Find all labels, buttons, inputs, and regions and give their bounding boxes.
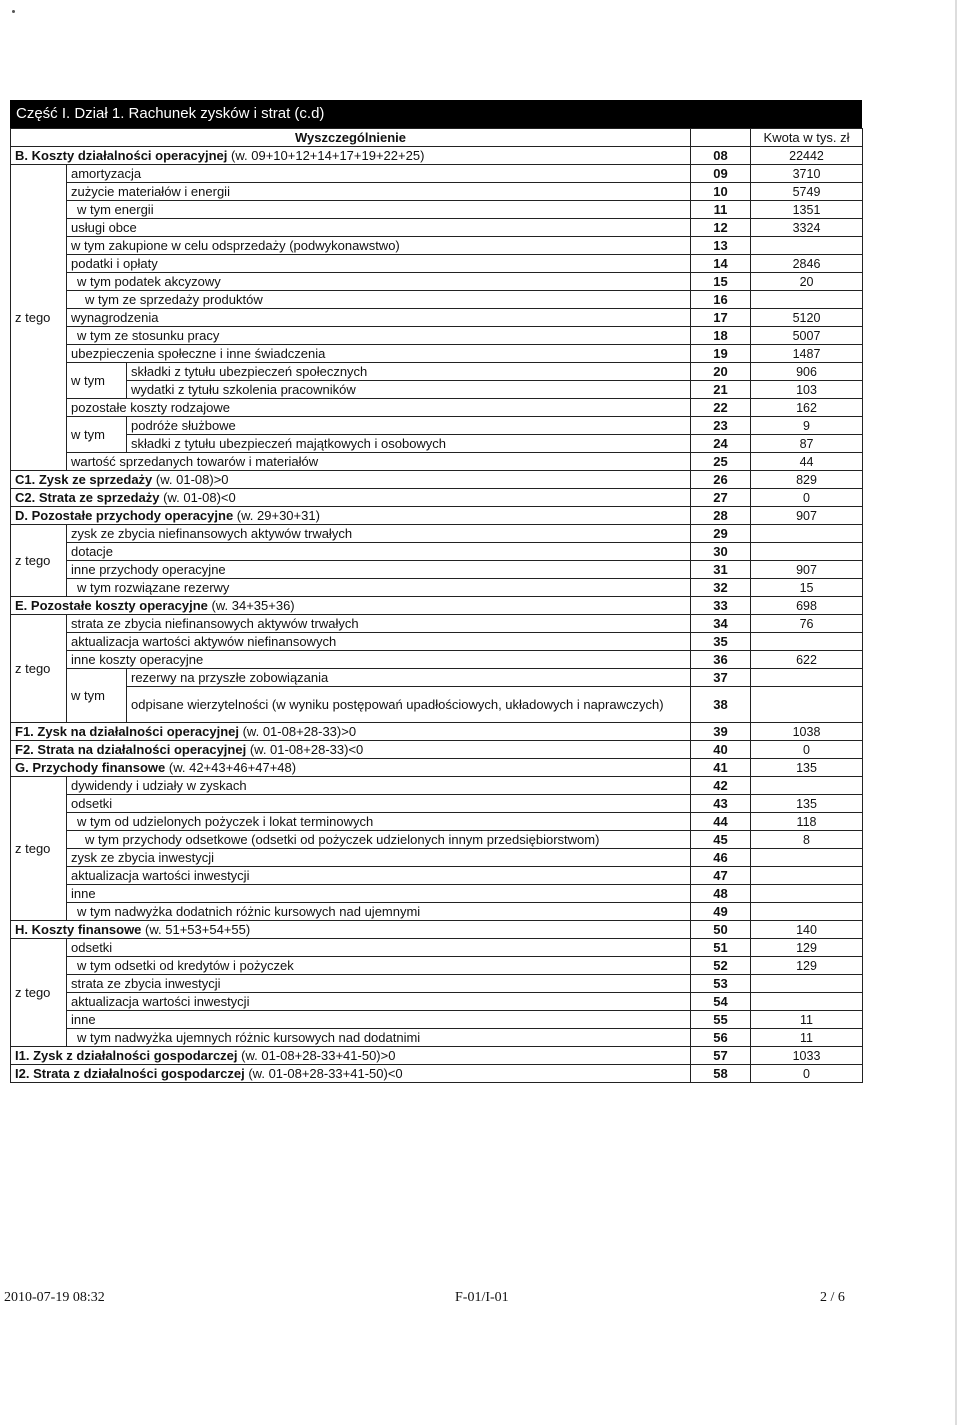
row-number: 41 bbox=[691, 759, 751, 777]
income-statement-table bbox=[10, 128, 863, 1083]
row-amount: 3710 bbox=[751, 165, 863, 183]
row-amount: 1038 bbox=[751, 723, 863, 741]
table-row bbox=[11, 669, 863, 687]
section-formula: (w. 01-08)<0 bbox=[159, 489, 236, 505]
table-row bbox=[11, 993, 863, 1011]
row-number: 46 bbox=[691, 849, 751, 867]
row-label bbox=[11, 597, 691, 615]
table-row bbox=[11, 939, 863, 957]
w-tym-label: w tym bbox=[67, 669, 127, 723]
row-number: 08 bbox=[691, 147, 751, 165]
table-header-row bbox=[11, 129, 863, 147]
table-row bbox=[11, 255, 863, 273]
row-label: amortyzacja bbox=[67, 165, 691, 183]
page-footer bbox=[0, 1290, 960, 1314]
row-number: 14 bbox=[691, 255, 751, 273]
table-row bbox=[11, 957, 863, 975]
row-amount: 829 bbox=[751, 471, 863, 489]
row-label: składki z tytułu ubezpieczeń społecznych bbox=[127, 363, 691, 381]
table-row bbox=[11, 615, 863, 633]
row-number: 24 bbox=[691, 435, 751, 453]
row-number: 53 bbox=[691, 975, 751, 993]
section-label: H. Koszty finansowe bbox=[15, 921, 142, 937]
row-label: odsetki bbox=[67, 795, 691, 813]
z-tego-label: z tego bbox=[11, 777, 67, 921]
row-amount: 907 bbox=[751, 561, 863, 579]
row-number: 50 bbox=[691, 921, 751, 939]
row-label: zużycie materiałów i energii bbox=[67, 183, 691, 201]
section-label: C2. Strata ze sprzedaży bbox=[15, 489, 160, 505]
row-label: pozostałe koszty rodzajowe bbox=[67, 399, 691, 417]
row-amount: 5749 bbox=[751, 183, 863, 201]
row-amount: 5007 bbox=[751, 327, 863, 345]
table-row bbox=[11, 453, 863, 471]
row-number: 17 bbox=[691, 309, 751, 327]
table-row bbox=[11, 975, 863, 993]
row-number: 30 bbox=[691, 543, 751, 561]
table-row bbox=[11, 471, 863, 489]
section-formula: (w. 01-08+28-33+41-50)<0 bbox=[244, 1065, 403, 1081]
page-number: 2 / 6 bbox=[820, 1290, 845, 1305]
table-row bbox=[11, 381, 863, 399]
scan-speck bbox=[12, 10, 15, 13]
section-formula: (w. 01-08)>0 bbox=[152, 471, 229, 487]
z-tego-label: z tego bbox=[11, 939, 67, 1047]
row-number: 57 bbox=[691, 1047, 751, 1065]
row-label: w tym ze stosunku pracy bbox=[67, 327, 691, 345]
section-formula: (w. 29+30+31) bbox=[233, 507, 320, 523]
row-amount bbox=[751, 777, 863, 795]
row-label: aktualizacja wartości aktywów niefinansowych bbox=[67, 633, 691, 651]
row-number: 42 bbox=[691, 777, 751, 795]
table-row bbox=[11, 237, 863, 255]
row-number: 28 bbox=[691, 507, 751, 525]
row-number: 25 bbox=[691, 453, 751, 471]
z-tego-label: z tego bbox=[11, 525, 67, 597]
table-row bbox=[11, 579, 863, 597]
row-amount: 20 bbox=[751, 273, 863, 291]
row-amount bbox=[751, 543, 863, 561]
row-label: odpisane wierzytelności (w wyniku postępowań upadłościowych, układowych i naprawczych) bbox=[127, 687, 691, 723]
row-number: 44 bbox=[691, 813, 751, 831]
table-row bbox=[11, 201, 863, 219]
row-label: usługi obce bbox=[67, 219, 691, 237]
row-label: w tym ze sprzedaży produktów bbox=[67, 291, 691, 309]
table-row bbox=[11, 525, 863, 543]
table-row bbox=[11, 597, 863, 615]
table-row bbox=[11, 507, 863, 525]
row-label bbox=[11, 723, 691, 741]
section-formula: (w. 01-08+28-33)<0 bbox=[246, 741, 364, 757]
section-label: I2. Strata z działalności gospodarczej bbox=[15, 1065, 245, 1081]
row-number: 56 bbox=[691, 1029, 751, 1047]
scan-edge bbox=[955, 0, 957, 1425]
row-amount: 15 bbox=[751, 579, 863, 597]
row-amount: 907 bbox=[751, 507, 863, 525]
row-number: 38 bbox=[691, 687, 751, 723]
section-label: F1. Zysk na działalności operacyjnej bbox=[15, 723, 239, 739]
row-number: 51 bbox=[691, 939, 751, 957]
row-label: rezerwy na przyszłe zobowiązania bbox=[127, 669, 691, 687]
row-label: w tym odsetki od kredytów i pożyczek bbox=[67, 957, 691, 975]
header-spacer bbox=[691, 129, 751, 147]
table-row bbox=[11, 435, 863, 453]
table-row bbox=[11, 273, 863, 291]
row-label: odsetki bbox=[67, 939, 691, 957]
row-number: 23 bbox=[691, 417, 751, 435]
table-row bbox=[11, 687, 863, 723]
row-number: 13 bbox=[691, 237, 751, 255]
row-label: aktualizacja wartości inwestycji bbox=[67, 993, 691, 1011]
row-label: dywidendy i udziały w zyskach bbox=[67, 777, 691, 795]
section-formula: (w. 51+53+54+55) bbox=[141, 921, 251, 937]
table-row bbox=[11, 723, 863, 741]
row-amount: 22442 bbox=[751, 147, 863, 165]
row-number: 34 bbox=[691, 615, 751, 633]
row-label: wynagrodzenia bbox=[67, 309, 691, 327]
row-label: zysk ze zbycia niefinansowych aktywów trwałych bbox=[67, 525, 691, 543]
table-row bbox=[11, 1029, 863, 1047]
row-label: w tym energii bbox=[67, 201, 691, 219]
row-number: 19 bbox=[691, 345, 751, 363]
row-number: 48 bbox=[691, 885, 751, 903]
section-label: C1. Zysk ze sprzedaży bbox=[15, 471, 153, 487]
row-amount: 1033 bbox=[751, 1047, 863, 1065]
row-label: ubezpieczenia społeczne i inne świadczenia bbox=[67, 345, 691, 363]
section-formula: (w. 34+35+36) bbox=[207, 597, 295, 613]
table-row bbox=[11, 921, 863, 939]
table-row bbox=[11, 489, 863, 507]
row-label bbox=[11, 1047, 691, 1065]
table-row bbox=[11, 849, 863, 867]
table-row bbox=[11, 309, 863, 327]
table-row bbox=[11, 543, 863, 561]
row-label: inne bbox=[67, 885, 691, 903]
row-amount: 118 bbox=[751, 813, 863, 831]
row-amount bbox=[751, 525, 863, 543]
row-number: 58 bbox=[691, 1065, 751, 1083]
row-amount: 1487 bbox=[751, 345, 863, 363]
row-number: 35 bbox=[691, 633, 751, 651]
row-number: 40 bbox=[691, 741, 751, 759]
row-number: 37 bbox=[691, 669, 751, 687]
row-number: 47 bbox=[691, 867, 751, 885]
row-amount bbox=[751, 669, 863, 687]
row-label: w tym rozwiązane rezerwy bbox=[67, 579, 691, 597]
table-row bbox=[11, 867, 863, 885]
z-tego-label: z tego bbox=[11, 165, 67, 471]
row-number: 31 bbox=[691, 561, 751, 579]
row-number: 49 bbox=[691, 903, 751, 921]
row-label: strata ze zbycia inwestycji bbox=[67, 975, 691, 993]
table-row bbox=[11, 795, 863, 813]
table-row bbox=[11, 183, 863, 201]
row-amount: 129 bbox=[751, 957, 863, 975]
row-label: składki z tytułu ubezpieczeń majątkowych i osobowych bbox=[127, 435, 691, 453]
table-row bbox=[11, 831, 863, 849]
table-row bbox=[11, 417, 863, 435]
row-label: w tym nadwyżka dodatnich różnic kursowych nad ujemnymi bbox=[67, 903, 691, 921]
row-label: aktualizacja wartości inwestycji bbox=[67, 867, 691, 885]
row-number: 45 bbox=[691, 831, 751, 849]
row-number: 29 bbox=[691, 525, 751, 543]
row-number: 43 bbox=[691, 795, 751, 813]
table-row bbox=[11, 759, 863, 777]
row-label: podatki i opłaty bbox=[67, 255, 691, 273]
section-title: Część I. Dział 1. Rachunek zysków i strat (c.d) bbox=[10, 100, 862, 128]
row-amount: 698 bbox=[751, 597, 863, 615]
header-amount: Kwota w tys. zł bbox=[751, 129, 863, 147]
table-row bbox=[11, 777, 863, 795]
row-number: 54 bbox=[691, 993, 751, 1011]
row-amount: 11 bbox=[751, 1029, 863, 1047]
table-row bbox=[11, 291, 863, 309]
section-label: E. Pozostałe koszty operacyjne bbox=[15, 597, 208, 613]
row-label: w tym zakupione w celu odsprzedaży (podwykonawstwo) bbox=[67, 237, 691, 255]
row-label: inne bbox=[67, 1011, 691, 1029]
table-row bbox=[11, 561, 863, 579]
section-label: F2. Strata na działalności operacyjnej bbox=[15, 741, 247, 757]
row-label bbox=[11, 921, 691, 939]
row-amount bbox=[751, 291, 863, 309]
row-label: strata ze zbycia niefinansowych aktywów trwałych bbox=[67, 615, 691, 633]
row-amount: 140 bbox=[751, 921, 863, 939]
row-number: 22 bbox=[691, 399, 751, 417]
row-amount: 622 bbox=[751, 651, 863, 669]
row-amount: 906 bbox=[751, 363, 863, 381]
row-amount bbox=[751, 633, 863, 651]
row-amount: 3324 bbox=[751, 219, 863, 237]
row-amount: 0 bbox=[751, 489, 863, 507]
header-description: Wyszczególnienie bbox=[11, 129, 691, 147]
row-amount: 44 bbox=[751, 453, 863, 471]
section-label: I1. Zysk z działalności gospodarczej bbox=[15, 1047, 238, 1063]
row-amount: 9 bbox=[751, 417, 863, 435]
section-formula: (w. 01-08+28-33+41-50)>0 bbox=[237, 1047, 396, 1063]
table-row bbox=[11, 633, 863, 651]
table-row bbox=[11, 885, 863, 903]
row-amount: 162 bbox=[751, 399, 863, 417]
table-row bbox=[11, 219, 863, 237]
section-label: B. Koszty działalności operacyjnej bbox=[15, 147, 228, 163]
row-number: 11 bbox=[691, 201, 751, 219]
row-number: 52 bbox=[691, 957, 751, 975]
section-label: G. Przychody finansowe bbox=[15, 759, 166, 775]
row-label: inne przychody operacyjne bbox=[67, 561, 691, 579]
table-row bbox=[11, 1011, 863, 1029]
table-row bbox=[11, 903, 863, 921]
form-code: F-01/I-01 bbox=[455, 1290, 509, 1305]
row-label: w tym od udzielonych pożyczek i lokat terminowych bbox=[67, 813, 691, 831]
table-body bbox=[11, 129, 863, 1083]
row-amount: 103 bbox=[751, 381, 863, 399]
table-row bbox=[11, 327, 863, 345]
row-number: 15 bbox=[691, 273, 751, 291]
row-label bbox=[11, 507, 691, 525]
row-label bbox=[11, 759, 691, 777]
w-tym-label: w tym bbox=[67, 363, 127, 399]
row-amount: 8 bbox=[751, 831, 863, 849]
print-datetime: 2010-07-19 08:32 bbox=[4, 1290, 105, 1305]
row-amount bbox=[751, 885, 863, 903]
row-number: 10 bbox=[691, 183, 751, 201]
table-row bbox=[11, 165, 863, 183]
row-amount bbox=[751, 993, 863, 1011]
row-label: w tym nadwyżka ujemnych różnic kursowych nad dodatnimi bbox=[67, 1029, 691, 1047]
row-number: 16 bbox=[691, 291, 751, 309]
row-label bbox=[11, 741, 691, 759]
row-amount bbox=[751, 903, 863, 921]
row-number: 09 bbox=[691, 165, 751, 183]
row-label bbox=[11, 489, 691, 507]
row-label: wartość sprzedanych towarów i materiałów bbox=[67, 453, 691, 471]
row-amount: 5120 bbox=[751, 309, 863, 327]
table-row bbox=[11, 651, 863, 669]
row-amount: 11 bbox=[751, 1011, 863, 1029]
table-row bbox=[11, 363, 863, 381]
row-number: 12 bbox=[691, 219, 751, 237]
row-number: 33 bbox=[691, 597, 751, 615]
table-row bbox=[11, 399, 863, 417]
row-amount: 0 bbox=[751, 741, 863, 759]
row-amount bbox=[751, 975, 863, 993]
row-number: 39 bbox=[691, 723, 751, 741]
z-tego-label: z tego bbox=[11, 615, 67, 723]
row-amount bbox=[751, 867, 863, 885]
table-row bbox=[11, 741, 863, 759]
row-number: 36 bbox=[691, 651, 751, 669]
row-label: podróże służbowe bbox=[127, 417, 691, 435]
row-amount bbox=[751, 849, 863, 867]
section-formula: (w. 01-08+28-33)>0 bbox=[238, 723, 357, 739]
row-number: 32 bbox=[691, 579, 751, 597]
section-formula: (w. 42+43+46+47+48) bbox=[165, 759, 297, 775]
table-row bbox=[11, 813, 863, 831]
row-number: 55 bbox=[691, 1011, 751, 1029]
row-amount: 135 bbox=[751, 759, 863, 777]
section-formula: (w. 09+10+12+14+17+19+22+25) bbox=[227, 147, 425, 163]
table-row bbox=[11, 345, 863, 363]
row-label bbox=[11, 1065, 691, 1083]
row-amount bbox=[751, 687, 863, 723]
row-amount: 129 bbox=[751, 939, 863, 957]
w-tym-label: w tym bbox=[67, 417, 127, 453]
row-amount: 0 bbox=[751, 1065, 863, 1083]
row-label: zysk ze zbycia inwestycji bbox=[67, 849, 691, 867]
row-amount: 1351 bbox=[751, 201, 863, 219]
row-label: dotacje bbox=[67, 543, 691, 561]
row-label: wydatki z tytułu szkolenia pracowników bbox=[127, 381, 691, 399]
row-label bbox=[11, 147, 691, 165]
table-row bbox=[11, 147, 863, 165]
section-label: D. Pozostałe przychody operacyjne bbox=[15, 507, 234, 523]
row-amount: 76 bbox=[751, 615, 863, 633]
row-number: 21 bbox=[691, 381, 751, 399]
row-label: w tym przychody odsetkowe (odsetki od pożyczek udzielonych innym przedsiębiorstwom) bbox=[67, 831, 691, 849]
row-label: w tym podatek akcyzowy bbox=[67, 273, 691, 291]
row-amount: 87 bbox=[751, 435, 863, 453]
row-amount: 135 bbox=[751, 795, 863, 813]
report-sheet bbox=[10, 100, 862, 1083]
row-number: 18 bbox=[691, 327, 751, 345]
table-row bbox=[11, 1047, 863, 1065]
row-label: inne koszty operacyjne bbox=[67, 651, 691, 669]
row-number: 26 bbox=[691, 471, 751, 489]
row-amount bbox=[751, 237, 863, 255]
row-number: 20 bbox=[691, 363, 751, 381]
row-number: 27 bbox=[691, 489, 751, 507]
row-amount: 2846 bbox=[751, 255, 863, 273]
table-row bbox=[11, 1065, 863, 1083]
row-label bbox=[11, 471, 691, 489]
